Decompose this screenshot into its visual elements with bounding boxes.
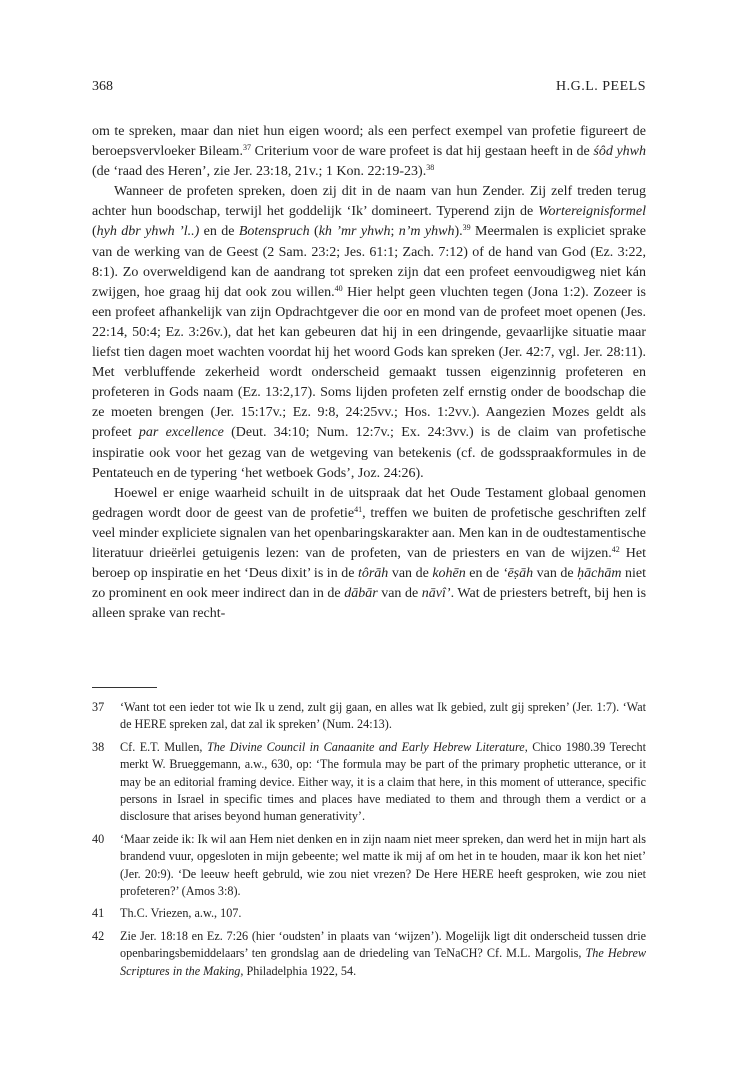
- footnote-text: Zie Jer. 18:18 en Ez. 7:26 (hier ‘oudsten’ in plaats van ‘wijzen’). Mogelijk ligt dit onderscheid tussen drie openbaringsbemiddelaars’ ten grondslag aan de driedeling van TeNaCH? Cf. M.L. Margolis, The Hebrew Scriptures in the Making, Philadelphia 1922, 54.: [120, 928, 646, 978]
- footnote-ref-37[interactable]: 37: [242, 143, 251, 153]
- footnote-text: Cf. E.T. Mullen, The Divine Council in Canaanite and Early Hebrew Literature, Chico 1980.39 Terecht merkt W. Brueggemann, a.w., 630, op: ‘The formula may be part of the primary prophetic utterance, or it may be an editorial framing device. Either way, it is a claim that here, in this moment of utterance, specific persons in Israel in specific times and places have mediated to them and through them a verdict or a disclosure that arises beyond human generativity’.: [120, 739, 646, 824]
- footnote-text: Th.C. Vriezen, a.w., 107.: [120, 906, 242, 921]
- footnote-42: [92, 928, 646, 980]
- running-head-author: H.G.L. PEELS: [556, 79, 646, 94]
- footnote-number: 37: [92, 700, 105, 714]
- footnote-ref-39[interactable]: 39: [462, 223, 471, 233]
- footnote-number: 41: [92, 906, 105, 921]
- footnotes: [92, 699, 646, 985]
- footnote-divider: [92, 687, 157, 688]
- paragraph-1: om te spreken, maar dan niet hun eigen woord; als een perfect exempel van profetie figureert de beroepsvervloeker Bileam.$^{37}$ Criterium voor de ware profeet is dat hij gestaan heeft in de śôd yhwh (de ‘raad des Heren’, zie Jer. 23:18, 21v.; 1 Kon. 22:19-23).$^{38}$: [92, 124, 647, 180]
- footnote-number: 38: [92, 739, 105, 754]
- footnote-37: [92, 699, 646, 734]
- paragraph-2: Wanneer de profeten spreken, doen zij dit in de naam van hun Zender. Zij zelf treden terug achter hun boodschap, terwijl het goddelijk ‘Ik’ domineert. Typerend zijn de Wortereignisformel (hyh dbr yhwh ’l..) en de Botenspruch (kh ’mr yhwh; n’m yhwh).$^{39}$ Meermalen is expliciet sprake van de werking van de Geest (2 Sam. 23:2; Jes. 61:1; Zach. 7:12) of de hand van God (Ez. 3:22, 8:1). Zo overweldigend kan de aandrang tot spreken zijn dat een profeet eenvoudigweg niet kán zwijgen, hoe graag hij dat ook zou willen.$^{40}$ Hier helpt geen vluchten tegen (Jona 1:2). Zozeer is een profeet afhankelijk van zijn Opdrachtgever die oor en mond van de profeet moet openen (Jes. 22:14, 50:4; Ez. 3:26v.), dat het kan gebeuren dat hij in een dringende, gevaarlijke situatie maar liefst tien dagen moet wachten voordat hij het woord Gods kan spreken (Jer. 42:7, vgl. Jer. 28:11). Met verbluffende zekerheid wordt onderscheid gemaakt tussen eigenzinnig profeteren en profeteren in Gods naam (Ez. 13:2,17). Soms lijden profeten zelf ernstig onder de boodschap die ze moeten brengen (Jer. 15:17v.; Ez. 9:8, 24:25vv.; Hos. 1:2vv.). Aangezien Mozes geldt als profeet par excellence (Deut. 34:10; Num. 12:7v.; Ex. 24:3vv.) is de claim van profetische inspiratie ook voor het gezag van de wetgeving van betekenis (cf. de godsspraakformules in de Pentateuch en de typering ‘het wetboek Gods’, Joz. 24:26).: [92, 184, 647, 481]
- page-number: 368: [92, 79, 113, 94]
- footnote-ref-41[interactable]: 41: [354, 504, 363, 514]
- footnote-40: [92, 831, 646, 901]
- footnote-number: 42: [92, 928, 105, 943]
- footnote-ref-40[interactable]: 40: [334, 283, 343, 293]
- footnote-text: ‘Maar zeide ik: Ik wil aan Hem niet denken en in zijn naam niet meer spreken, dan werd het in mijn hart als brandend vuur, opgesloten in mijn gebeente; wel matte ik mij af om het in te houden, maar ik kon het niet’ (Jer. 20:9). ‘De leeuw heeft gebruld, wie zou niet vrezen? De Here HERE heeft gesproken, wie zou niet profeteren?’ (Amos 3:8).: [120, 831, 646, 899]
- footnote-text: ‘Want tot een ieder tot wie Ik u zend, zult gij gaan, en alles wat Ik gebied, zult gij spreken’ (Jer. 1:7). ‘Wat de HERE spreken zal, dat zal ik spreken’ (Num. 24:13).: [120, 700, 646, 732]
- paragraph-3: Hoewel er enige waarheid schuilt in de uitspraak dat het Oude Testament globaal genomen gedragen wordt door de geest van de profetie$^{41}$, treffen we buiten de profetische geschriften zelf veel minder expliciete signalen van het openbaringskarakter aan. Men kan in de oudtestamentische literatuur drieërlei getuigenis lezen: van de profeten, van de priesters en van de wijzen.$^{42}$ Het beroep op inspiratie en het ‘Deus dixit’ is in de tôrāh van de kohēn en de ‘ēṣāh van de ḥāchām niet zo prominent en ook meer indirect dan in de dābār van de nāvî’. Wat de priesters betreft, bij hen is alleen sprake van recht-: [92, 485, 647, 622]
- footnote-ref-38[interactable]: 38: [426, 163, 435, 173]
- footnote-number: 40: [92, 831, 105, 846]
- footnote-38: [92, 739, 646, 826]
- footnote-ref-42[interactable]: 42: [611, 544, 620, 554]
- main-text: [92, 122, 646, 624]
- footnote-41: [92, 905, 646, 922]
